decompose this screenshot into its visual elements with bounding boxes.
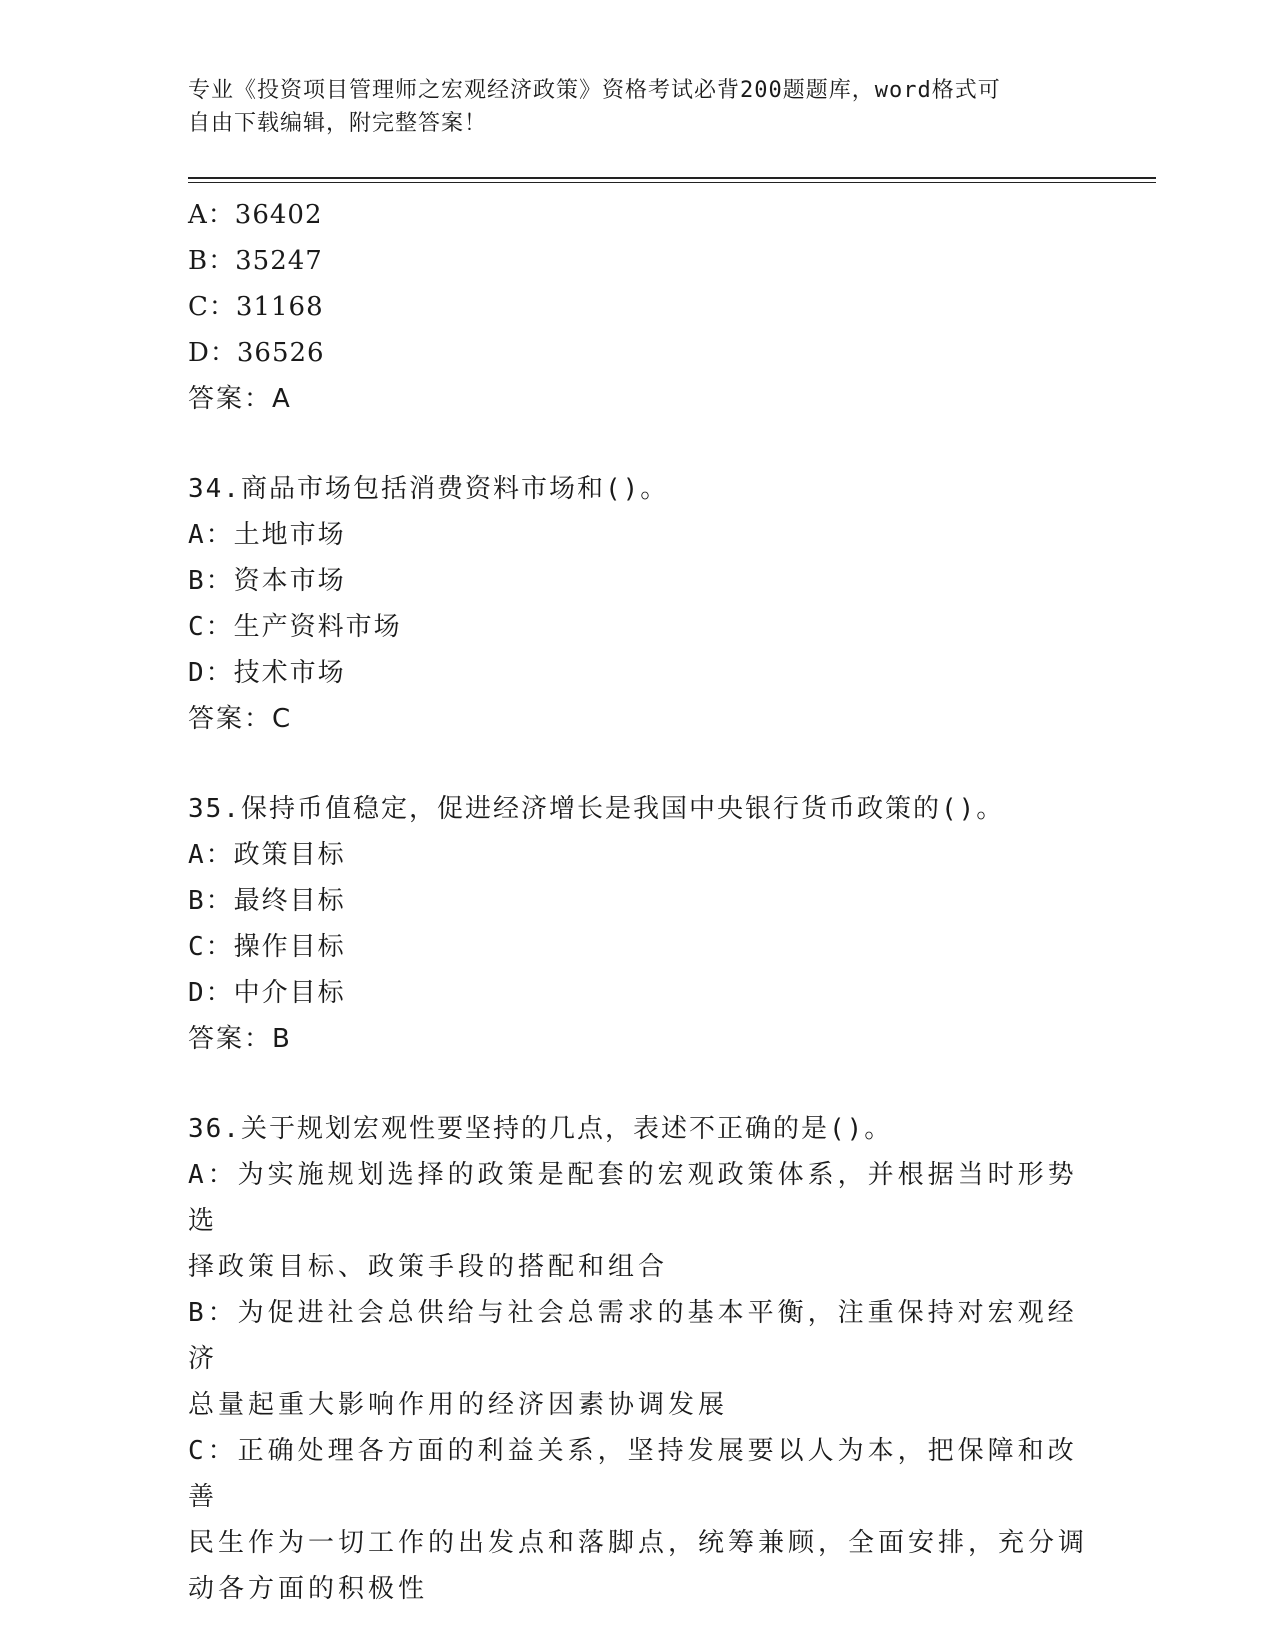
- option-c: C：正确处理各方面的利益关系，坚持发展要以人为本，把保障和改善 民生作为一切工作的出发点和落脚点，统筹兼顾，全面安排，充分调 动各方面的积极性: [188, 1436, 1089, 1604]
- option-a: A：土地市场: [188, 520, 346, 550]
- option-b: B：资本市场: [188, 566, 346, 596]
- option-b: B：35247: [188, 246, 323, 276]
- option-c: C：生产资料市场: [188, 612, 402, 642]
- answer-35: 答案：B: [188, 1024, 292, 1054]
- question-36-block: [188, 1106, 1088, 1612]
- option-a: A：为实施规划选择的政策是配套的宏观政策体系，并根据当时形势选 择政策目标、政策手段的搭配和组合: [188, 1160, 1078, 1282]
- option-b: B：最终目标: [188, 886, 346, 916]
- question-36-text: 36.关于规划宏观性要坚持的几点，表述不正确的是()。: [188, 1114, 893, 1144]
- header-line-2: 自由下载编辑，附完整答案！: [188, 111, 488, 136]
- option-d: D：36526: [188, 338, 325, 368]
- question-35-text: 35.保持币值稳定，促进经济增长是我国中央银行货币政策的()。: [188, 794, 1005, 824]
- option-c: C：操作目标: [188, 932, 346, 962]
- header-divider-thin: [188, 182, 1156, 183]
- answer-33: 答案：A: [188, 384, 292, 414]
- header-line-1: 专业《投资项目管理师之宏观经济政策》资格考试必背200题题库，word格式可: [188, 78, 1001, 103]
- question-34-text: 34.商品市场包括消费资料市场和()。: [188, 474, 669, 504]
- question-34-block: [188, 466, 1088, 742]
- question-33-block: [188, 192, 1088, 422]
- option-a: A：36402: [188, 200, 323, 230]
- option-d: D：技术市场: [188, 658, 346, 688]
- question-35-block: [188, 786, 1088, 1062]
- option-d: D：中介目标: [188, 978, 346, 1008]
- document-header: [188, 74, 1068, 140]
- option-a: A：政策目标: [188, 840, 346, 870]
- option-c: C：31168: [188, 292, 324, 322]
- option-b: B：为促进社会总供给与社会总需求的基本平衡，注重保持对宏观经济 总量起重大影响作用的经济因素协调发展: [188, 1298, 1078, 1420]
- header-divider-thick: [188, 177, 1156, 179]
- question-content: [188, 192, 1088, 1612]
- answer-34: 答案：C: [188, 704, 293, 734]
